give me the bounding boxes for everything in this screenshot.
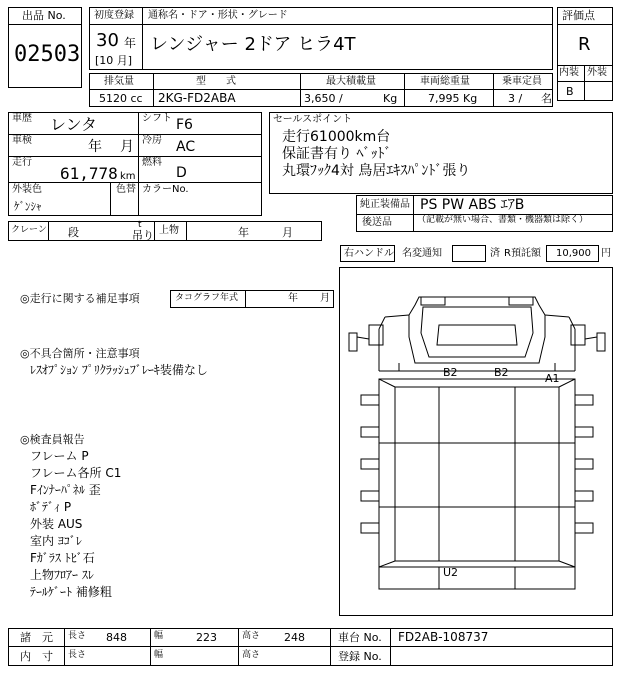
grade-label: 評価点	[562, 9, 595, 22]
sales-line-3: 丸環ﾌｯｸ4対 鳥居ｴｷｽﾊﾟﾝﾄﾞ張り	[282, 163, 471, 179]
inspector-line-8: 上物ﾌﾛｱｰ ｽﾚ	[30, 568, 94, 582]
spec-label: 諸 元	[20, 631, 53, 644]
inspector-line-3: Fｲﾝﾅｰﾊﾟﾈﾙ 歪	[30, 483, 101, 497]
inspection-label: 車検	[12, 135, 32, 146]
recycle-unit: 円	[601, 248, 611, 259]
chassis-label: 車台 No.	[338, 631, 382, 644]
dimensions-row-2	[8, 646, 613, 666]
recycle-label: R預託額	[504, 248, 541, 259]
first-reg-label: 初度登録	[94, 10, 134, 21]
displacement-label: 排気量	[104, 76, 134, 87]
inner-height-label: 高さ	[242, 650, 261, 660]
tachograph-label: タコグラフ年式	[175, 293, 239, 303]
length-label: 長さ	[68, 631, 87, 641]
fuel: D	[176, 165, 187, 181]
color-change-label: 色替	[116, 184, 136, 195]
mileage: 61,778	[60, 164, 118, 183]
equipment-label: 純正装備品	[360, 199, 410, 210]
tachograph-month: 月	[320, 293, 330, 304]
mileage-label: 走行	[12, 157, 32, 168]
aftermarket-label: 後送品	[362, 217, 392, 228]
width-label: 幅	[154, 631, 164, 641]
ac: AC	[176, 139, 196, 155]
width: 223	[196, 631, 217, 644]
overall-grade: R	[578, 34, 591, 55]
recycle-value: 10,900	[556, 248, 591, 259]
capacity-label: 乗車定員	[502, 76, 542, 87]
reg-label: 登録 No.	[338, 650, 382, 663]
exterior-grade-cell	[584, 81, 613, 101]
inner-length-label: 長さ	[68, 650, 87, 660]
first-reg-year-unit: 年	[124, 36, 137, 50]
color-no-label: カラーNo.	[142, 184, 189, 195]
inspector-line-9: ﾃｰﾙｹﾞｰﾄ 補修粗	[30, 585, 112, 599]
length: 848	[106, 631, 127, 644]
truck-diagram	[339, 267, 613, 616]
max-load-unit: Kg	[383, 92, 398, 105]
history: レンタ	[50, 115, 97, 134]
height-label: 高さ	[242, 631, 261, 641]
inspector-line-2: フレーム各所 C1	[30, 466, 122, 480]
lot-label: 出品 No.	[22, 9, 66, 22]
handle: 右ハンドル	[344, 248, 394, 259]
spec-label-row	[89, 73, 553, 90]
chassis: FD2AB-108737	[398, 630, 489, 644]
inner-width-label: 幅	[154, 650, 164, 660]
dimensions-row-1	[8, 628, 613, 647]
mileage-unit: km	[120, 171, 136, 182]
crane-stage: 段	[68, 226, 79, 239]
change-notice-cell	[452, 245, 486, 262]
equipment: PS PW ABS ｴｱB	[420, 197, 525, 213]
defects-line: ﾚｽｵﾌﾟｼｮﾝ ﾌﾟﾘｸﾗｯｼｭﾌﾞﾚｰｷ装備なし	[30, 363, 208, 377]
fuel-label: 燃料	[142, 157, 162, 168]
shift: F6	[176, 117, 193, 133]
first-reg-year: 30	[96, 30, 119, 51]
ext-color-label: 外装色	[12, 184, 42, 195]
change-notice-label: 名変通知	[402, 248, 442, 259]
displacement: 5120 cc	[99, 92, 143, 105]
upper-month: 月	[282, 226, 293, 239]
upper-label: 上物	[159, 225, 179, 236]
ext-color: ｹﾞﾝｼｬ	[14, 200, 42, 213]
inspector-line-5: 外装 AUS	[30, 517, 83, 531]
interior-label: 内装	[559, 67, 579, 78]
gross-weight: 7,995 Kg	[428, 92, 478, 105]
inspection-month: 月	[120, 139, 134, 155]
details-grid	[8, 112, 262, 216]
upper-year: 年	[238, 226, 249, 239]
inspector-title: ◎検査員報告	[20, 433, 85, 446]
aftermarket-note: （記載が無い場合、書類・機器類は除く）	[417, 215, 589, 225]
inspection-year: 年	[88, 139, 102, 155]
ac-label: 冷房	[142, 135, 162, 146]
driving-title: ◎走行に関する補足事項	[20, 292, 140, 305]
sales-line-1: 走行61000km台	[282, 129, 391, 145]
capacity-unit: 名	[541, 92, 552, 105]
inspector-line-6: 室内 ﾖｺﾞﾚ	[30, 534, 82, 548]
sales-title: セールスポイント	[273, 114, 353, 125]
max-load-label: 最大積載量	[326, 76, 376, 87]
height: 248	[284, 631, 305, 644]
sales-line-2: 保証書有り ﾍﾞｯﾄﾞ	[282, 146, 392, 162]
damage-mark-a1: A1	[545, 372, 560, 385]
max-load: 3,650 /	[304, 92, 343, 105]
crane-lift: 吊り	[132, 229, 154, 242]
car-name-header: 通称名・ドア・形状・グレード	[148, 10, 288, 21]
damage-mark-u2: U2	[443, 566, 459, 579]
first-reg-month: [10 月]	[95, 54, 133, 67]
gross-weight-label: 車両総重量	[420, 76, 470, 87]
defects-title: ◎不具合箇所・注意事項	[20, 347, 140, 360]
model: 2KG-FD2ABA	[158, 91, 236, 105]
crane-label: クレーン	[11, 225, 47, 235]
capacity: 3 /	[508, 92, 523, 105]
interior-grade: B	[566, 85, 574, 98]
damage-mark-b2-right: B2	[494, 366, 509, 379]
car-name: レンジャー 2ドア ヒラ4T	[150, 34, 356, 55]
exterior-label: 外装	[587, 67, 607, 78]
recycle-prefix: 済	[490, 248, 500, 259]
inspector-line-4: ﾎﾞﾃﾞｨ P	[30, 500, 72, 514]
damage-mark-b2-left: B2	[443, 366, 458, 379]
lot-number: 02503	[14, 42, 81, 67]
history-label: 車歴	[12, 113, 32, 124]
tachograph-year: 年	[288, 293, 298, 304]
inspector-line-1: フレーム P	[30, 449, 89, 463]
inner-label: 内 寸	[20, 650, 53, 663]
inspector-line-7: Fｶﾞﾗｽ ﾄﾋﾞ石	[30, 551, 95, 565]
crane-lift-top: t	[138, 220, 142, 230]
model-label: 型 式	[196, 76, 236, 87]
shift-label: シフト	[142, 113, 172, 124]
